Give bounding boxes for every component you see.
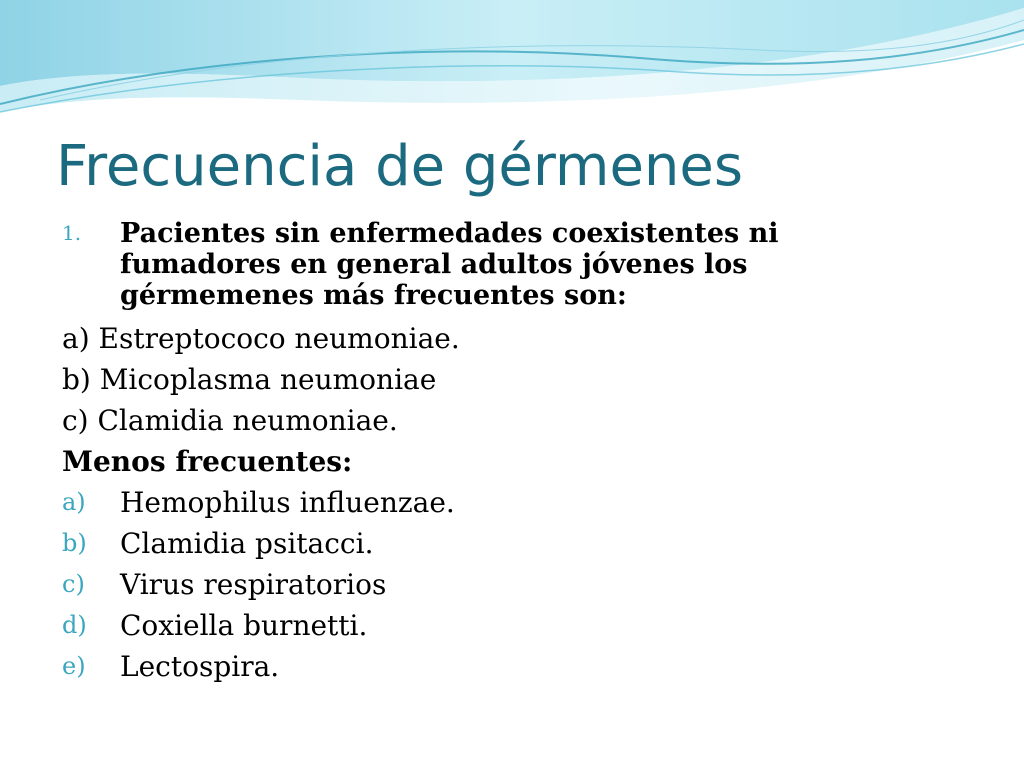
header-wave-decoration [0,0,1024,130]
frequent-item-c: c) Clamidia neumoniae. [62,404,398,437]
less-frequent-item-d [62,605,962,646]
numbered-item-marker: 1. [62,221,82,245]
list-item-text: Virus respiratorios [120,568,387,601]
list-marker: b) [62,529,87,557]
less-frequent-item-b [62,523,962,564]
less-frequent-item-a [62,482,962,523]
less-frequent-heading: Menos frecuentes: [62,445,353,478]
list-item-text: Clamidia psitacci. [120,527,374,560]
list-marker: e) [62,652,86,680]
less-frequent-item-e [62,646,962,687]
list-marker: a) [62,488,86,516]
frequent-item-a: a) Estreptococo neumoniae. [62,322,460,355]
slide-body [62,218,962,687]
numbered-item-1 [62,218,962,311]
wave-top-fill [0,0,1024,86]
frequent-item-b: b) Micoplasma neumoniae [62,363,437,396]
list-item-text: Lectospira. [120,650,280,683]
less-frequent-item-c [62,564,962,605]
list-item-text: Coxiella burnetti. [120,609,368,642]
list-item-text: Hemophilus influenzae. [120,486,455,519]
slide-title: Frecuencia de gérmenes [56,134,744,199]
numbered-item-text: Pacientes sin enfermedades coexistentes ni fumadores en general adultos jóvenes los gérmemenes más frecuentes son: [120,218,779,311]
list-marker: c) [62,570,85,598]
list-marker: d) [62,611,87,639]
